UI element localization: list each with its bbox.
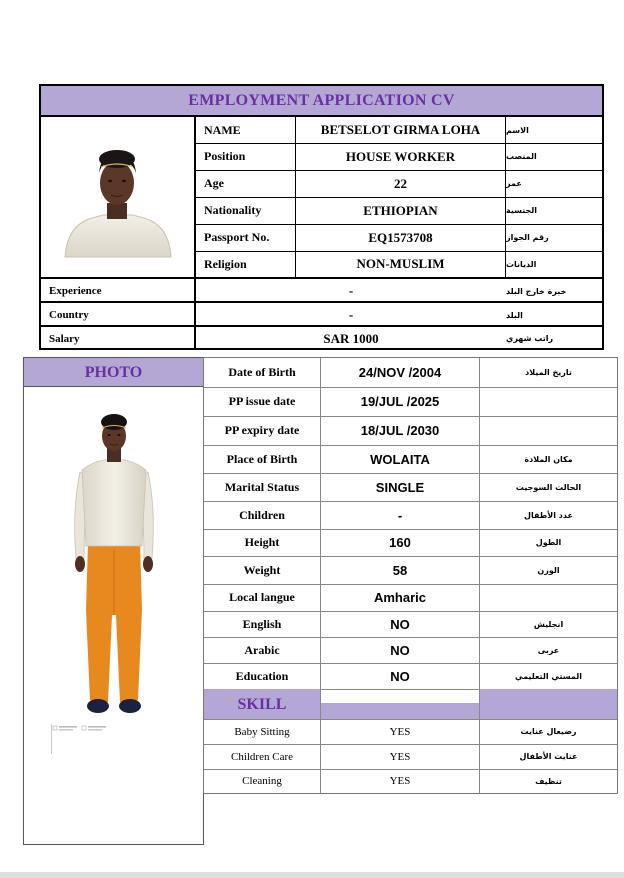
pp-issue-value: 19/JUL /2025 xyxy=(321,387,480,416)
name-value: BETSELOT GIRMA LOHA xyxy=(296,117,506,143)
skill-baby-sitting-label: Baby Sitting xyxy=(204,719,321,744)
nationality-arabic-label: الجنسية xyxy=(506,206,538,215)
row-nationality xyxy=(196,197,602,225)
row-pp-expiry-date xyxy=(204,416,617,446)
name-label: NAME xyxy=(196,117,296,143)
skill-header-row xyxy=(204,689,617,720)
weight-arabic-label: الوزن xyxy=(537,565,560,575)
full-body-photo-panel xyxy=(23,357,204,845)
education-value: NO xyxy=(321,663,480,689)
weight-label: Weight xyxy=(204,556,321,584)
marital-arabic-label: الحالت السوجيت xyxy=(515,482,582,492)
headshot-photo xyxy=(41,117,196,277)
skill-children-care-value: YES xyxy=(321,744,480,769)
dob-arabic-label: تاريخ الميلاد xyxy=(525,368,572,377)
salary-value: SAR 1000 xyxy=(323,330,379,346)
country-arabic-label: البلد xyxy=(506,310,523,320)
row-skill-baby-sitting xyxy=(204,719,617,745)
row-english xyxy=(204,611,617,638)
row-weight xyxy=(204,556,617,585)
country-value: - xyxy=(348,307,354,322)
pp-expiry-label: PP expiry date xyxy=(204,416,321,445)
age-label: Age xyxy=(196,170,296,197)
children-label: Children xyxy=(204,501,321,529)
salary-label: Salary xyxy=(41,327,196,350)
age-arabic-label: عمر xyxy=(506,179,522,188)
height-value: 160 xyxy=(321,529,480,556)
name-arabic-label: الاسم xyxy=(506,125,529,135)
arabic-lang-value: NO xyxy=(321,637,480,663)
age-value: 22 xyxy=(296,170,506,197)
experience-arabic-label: خبرة خارج البلد xyxy=(506,286,567,296)
position-label: Position xyxy=(196,143,296,170)
dob-value: 24/NOV /2004 xyxy=(321,358,480,387)
height-arabic-label: الطول xyxy=(535,538,562,547)
details-table xyxy=(203,357,618,794)
arabic-lang-label: Arabic xyxy=(204,637,321,663)
pp-expiry-arabic-label xyxy=(480,416,617,445)
row-country xyxy=(41,301,602,327)
skill-heading: SKILL xyxy=(204,689,321,719)
row-age xyxy=(196,170,602,198)
row-local-language xyxy=(204,584,617,612)
religion-value: NON-MUSLIM xyxy=(296,251,506,277)
row-place-of-birth xyxy=(204,445,617,474)
row-children xyxy=(204,501,617,530)
row-skill-children-care xyxy=(204,744,617,770)
pob-label: Place of Birth xyxy=(204,445,321,473)
english-value: NO xyxy=(321,611,480,637)
row-name xyxy=(196,117,602,144)
pp-expiry-value: 18/JUL /2030 xyxy=(321,416,480,445)
personal-info-table xyxy=(39,84,604,350)
row-pp-issue-date xyxy=(204,387,617,417)
passport-label: Passport No. xyxy=(196,224,296,251)
education-label: Education xyxy=(204,663,321,689)
row-religion xyxy=(196,251,602,277)
row-skill-cleaning xyxy=(204,769,617,793)
pob-value: WOLAITA xyxy=(321,445,480,473)
row-salary xyxy=(41,325,602,350)
row-education xyxy=(204,663,617,690)
height-label: Height xyxy=(204,529,321,556)
row-date-of-birth xyxy=(204,358,617,388)
dob-label: Date of Birth xyxy=(204,358,321,387)
row-arabic xyxy=(204,637,617,664)
skill-cleaning-arabic-label: تنظيف xyxy=(535,776,562,786)
full-body-photo xyxy=(62,410,166,722)
local-language-value: Amharic xyxy=(321,584,480,611)
english-arabic-label: انجليش xyxy=(533,619,564,629)
religion-arabic-label: الديانات xyxy=(506,259,537,269)
position-value: HOUSE WORKER xyxy=(296,143,506,170)
experience-value: - xyxy=(348,283,354,298)
religion-label: Religion xyxy=(196,251,296,277)
page-bottom-edge xyxy=(0,872,624,878)
experience-label: Experience xyxy=(41,279,196,303)
children-value: - xyxy=(321,501,480,529)
skill-baby-sitting-arabic-label: رضيعال عنايت xyxy=(520,727,577,736)
photo-heading: PHOTO xyxy=(24,358,203,387)
children-arabic-label: عدد الأطفال xyxy=(524,510,573,520)
nationality-value: ETHIOPIAN xyxy=(296,197,506,224)
pob-arabic-label: مكان الملادة xyxy=(524,454,573,464)
skill-children-care-label: Children Care xyxy=(204,744,321,769)
row-height xyxy=(204,529,617,557)
salary-arabic-label: راتب شهري xyxy=(506,334,554,343)
row-experience xyxy=(41,277,602,303)
row-marital-status xyxy=(204,473,617,502)
passport-arabic-label: رقم الجواز xyxy=(506,233,549,242)
skill-cleaning-label: Cleaning xyxy=(204,769,321,793)
skill-header-spacer-right xyxy=(480,689,617,719)
document-title: EMPLOYMENT APPLICATION CV xyxy=(41,86,602,117)
row-passport xyxy=(196,224,602,252)
passport-value: EQ1573708 xyxy=(296,224,506,251)
country-label: Country xyxy=(41,303,196,327)
weight-value: 58 xyxy=(321,556,480,584)
marital-label: Marital Status xyxy=(204,473,321,501)
position-arabic-label: المنصب xyxy=(506,152,537,161)
education-arabic-label: المستي التعليمي xyxy=(515,671,582,681)
skill-header-spacer xyxy=(321,689,480,719)
skill-baby-sitting-value: YES xyxy=(321,719,480,744)
skill-cleaning-value: YES xyxy=(321,769,480,793)
local-language-label: Local langue xyxy=(204,584,321,611)
small-thumbnail-icon xyxy=(51,724,109,754)
arabic-lang-arabic-label: عربى xyxy=(537,645,560,655)
english-label: English xyxy=(204,611,321,637)
local-language-arabic-label xyxy=(480,584,617,611)
marital-value: SINGLE xyxy=(321,473,480,501)
nationality-label: Nationality xyxy=(196,197,296,224)
row-position xyxy=(196,143,602,171)
skill-children-care-arabic-label: عنايت الأطفال xyxy=(519,752,578,761)
pp-issue-label: PP issue date xyxy=(204,387,321,416)
pp-issue-arabic-label xyxy=(480,387,617,416)
